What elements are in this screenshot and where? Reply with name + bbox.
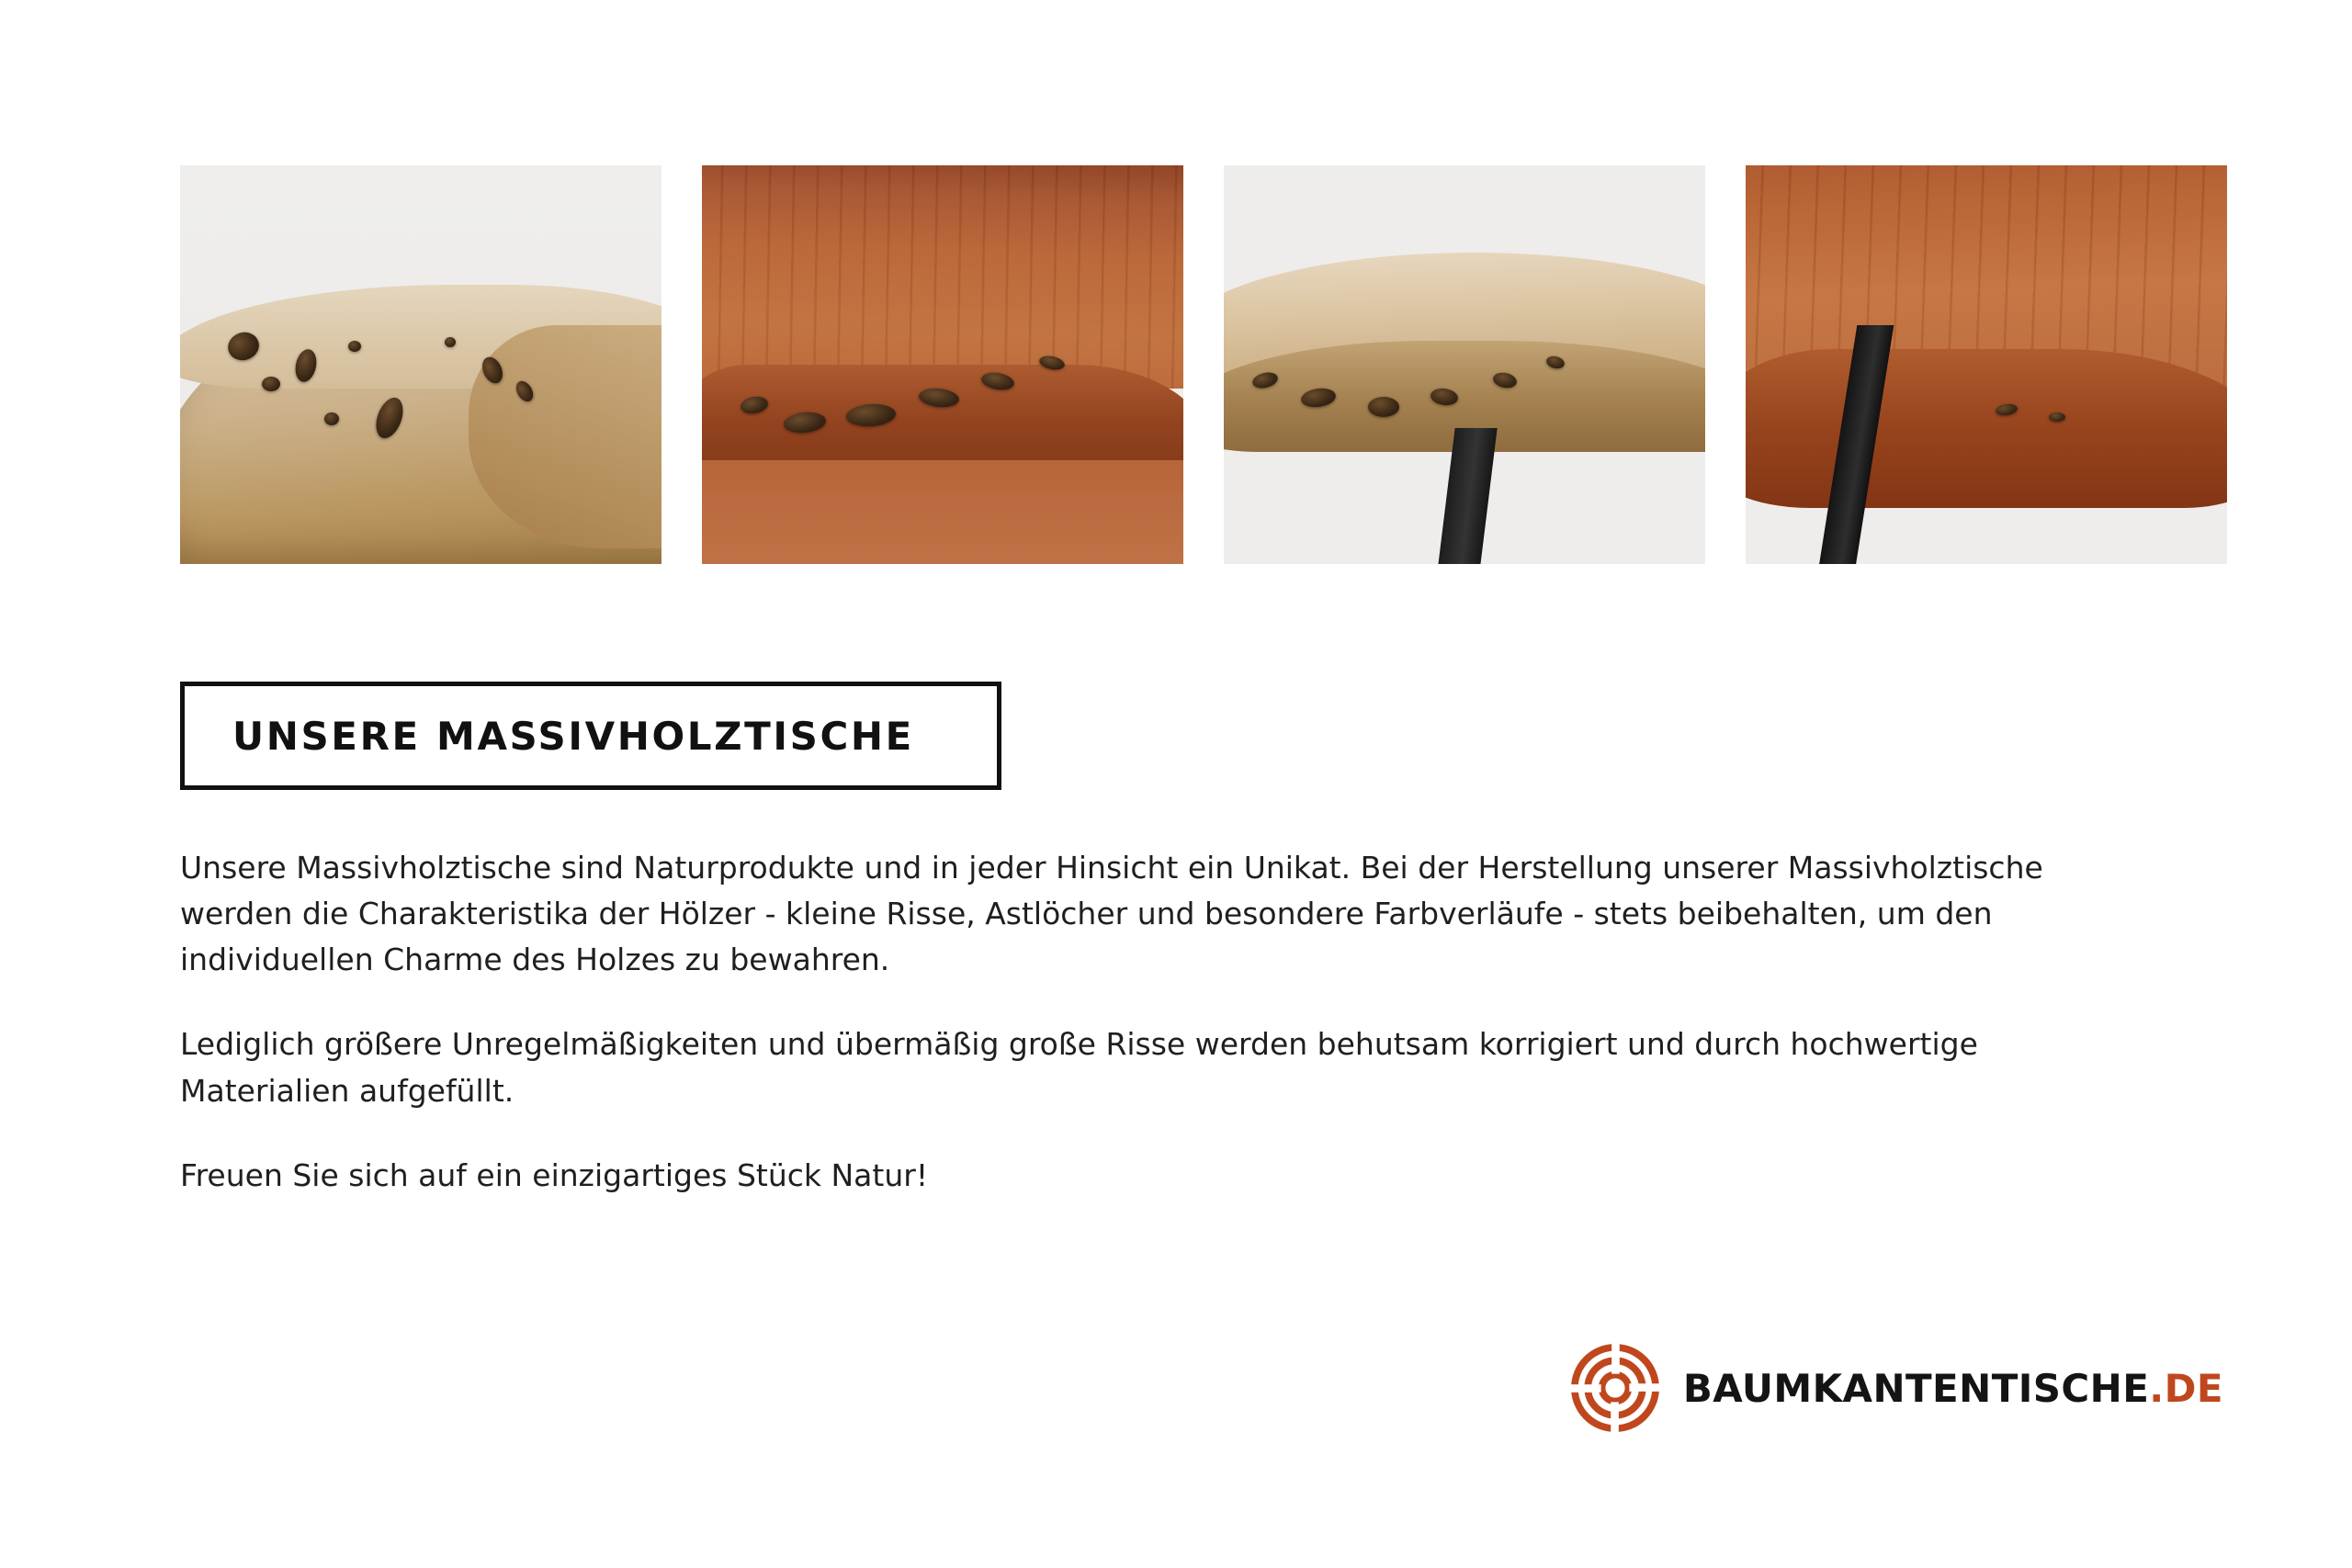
product-photo-1 [180,165,662,564]
brand-tld: .DE [2149,1365,2223,1411]
knot-hole-icon [445,337,456,347]
knot-hole-icon [1368,397,1399,417]
paragraph-3: Freuen Sie sich auf ein einzigartiges Stück Natur! [180,1156,929,1193]
paragraph-2: Lediglich größere Unregelmäßigkeiten und übermäßig große Risse werden behutsam korrigiert und durch hochwertige Materialien aufgefüllt. [180,1026,1978,1109]
product-photo-strip [180,165,2238,564]
body-copy [180,845,2045,1199]
knot-hole-icon [262,377,280,391]
paragraph-1: Unsere Massivholztische sind Naturprodukte und in jeder Hinsicht ein Unikat. Bei der Herstellung unserer Massivholztische werden die Charakteristika der Hölzer - kleine Risse, Astlöcher und besondere Farbverläufe - stets beibehalten, um den individuellen Charme des Holzes zu bewahren. [180,850,2043,978]
wood-slab-underside [702,460,1183,564]
live-edge-shape [1746,349,2227,509]
concentric-rings-logo-icon [1571,1344,1659,1432]
page-title: UNSERE MASSIVHOLZTISCHE [232,713,914,759]
wood-grain-texture [702,165,1183,389]
product-photo-2 [702,165,1183,564]
brand-wordmark [1683,1366,2223,1411]
brand-logo [1571,1344,2223,1432]
product-photo-4 [1746,165,2227,564]
brand-name: BAUMKANTENTISCHE [1682,1365,2150,1411]
product-photo-3 [1224,165,1705,564]
section-headline-box [180,682,1001,790]
